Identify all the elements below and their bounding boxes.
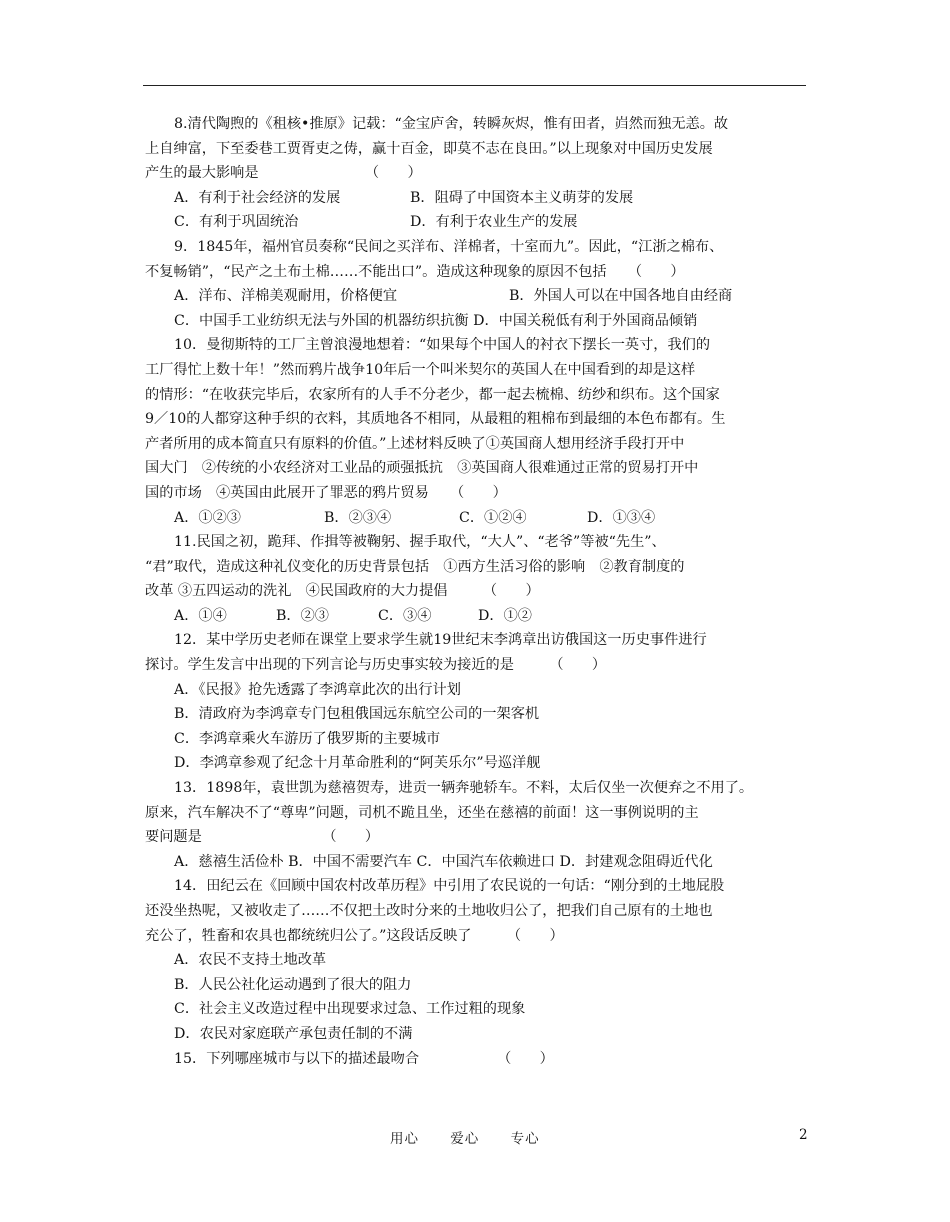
q10-line-5: 产者所用的成本简直只有原料的价值。”上述材料反映了①英国商人想用经济手段打开中 [145, 435, 685, 452]
q10-option-a: A．①②③ [174, 509, 241, 526]
q10-option-d: D．①③④ [587, 509, 656, 526]
q14-line-2: 还没坐热呢，又被收走了……不仅把土改时分来的土地收归公了，把我们自己原有的土地也 [145, 903, 713, 919]
q11-option-d: D．①② [478, 607, 532, 624]
q14-option-c: C．社会主义改造过程中出现要求过急、工作过粗的现象 [174, 1001, 526, 1018]
q14-option-d: D．农民对家庭联产承包责任制的不满 [174, 1025, 413, 1042]
q10-line-2: 工厂得忙上数十年！”然而鸦片战争10年后一个叫米契尔的英国人在中国看到的却是这样 [145, 361, 696, 378]
q12-option-a: A．《民报》抢先透露了李鸿章此次的出行计划 [174, 681, 461, 698]
q8-line-3: 产生的最大影响是 （ ） [145, 165, 422, 182]
q14-line-1: 14．田纪云在《回顾中国农村改革历程》中引用了农民说的一句话：“刚分到的土地屁股 [174, 878, 725, 895]
q10-line-7: 国的市场 ④英国由此展开了罪恶的鸦片贸易 （ ） [145, 484, 507, 501]
q8-option-b: B．阻碍了中国资本主义萌芽的发展 [410, 189, 634, 206]
q14-line-3: 充公了，牲畜和农具也都统统归公了。”这段话反映了 （ ） [145, 927, 564, 944]
q8-option-a: A．有利于社会经济的发展 [174, 189, 341, 206]
q13-options: A．慈禧生活俭朴 B．中国不需要汽车 C．中国汽车依赖进口 D．封建观念阻碍近代化 [174, 853, 713, 870]
q11-line-1: 11.民国之初，跪拜、作揖等被鞠躬、握手取代，“大人”、“老爷”等被“先生”、 [174, 534, 666, 551]
q9-options-cd: C．中国手工业纺织无法与外国的机器纺织抗衡 D．中国关税低有利于外国商品倾销 [174, 312, 698, 329]
q10-line-4: 9／10的人都穿这种手织的衣料，其质地各不相同，从最粗的粗棉布到最细的本色布都有。生 [145, 411, 726, 428]
q8-option-d: D．有利于农业生产的发展 [410, 214, 578, 231]
q8-line-1: 8.清代陶煦的《租核•推原》记载：“金宝庐舍，转瞬灰烬，惟有田者，岿然而独无恙。故 [174, 116, 729, 132]
q9-line-2: 不复畅销”，“民产之土布土棉……不能出口”。造成这种现象的原因不包括 （ ） [145, 263, 685, 280]
q15-line-1: 15．下列哪座城市与以下的描述最吻合 （ ） [174, 1050, 554, 1067]
q10-line-1: 10．曼彻斯特的工厂主曾浪漫地想着：“如果每个中国人的衬衣下摆长一英寸，我们的 [174, 337, 711, 354]
q8-line-2: 上自绅富，下至委巷工贾胥吏之俦，赢十百金，即莫不志在良田。”以上现象对中国历史发展 [145, 140, 713, 157]
q14-option-b: B．人民公社化运动遇到了很大的阻力 [174, 976, 412, 993]
q13-line-2: 原来，汽车解决不了“尊卑”问题，司机不跪且坐，还坐在慈禧的前面！这一事例说明的主 [145, 804, 699, 821]
q10-options [145, 506, 810, 531]
q12-line-2: 探讨。学生发言中出现的下列言论与历史事实较为接近的是 （ ） [145, 657, 607, 674]
q8-options-ab [145, 186, 810, 211]
footer-word-2: 爱心 [450, 1131, 480, 1147]
q8-options-cd [145, 210, 810, 235]
q10-line-3: 的情形：“在收获完毕后，农家所有的人手不分老少，都一起去梳棉、纺纱和织布。这个国家 [145, 386, 720, 403]
q12-option-d: D．李鸿章参观了纪念十月革命胜利的“阿芙乐尔”号巡洋舰 [174, 755, 541, 772]
q10-option-c: C．①②④ [459, 509, 527, 526]
q10-option-b: B．②③④ [324, 509, 392, 526]
q12-option-b: B．清政府为李鸿章专门包租俄国远东航空公司的一架客机 [174, 706, 540, 723]
q11-options [145, 604, 810, 629]
q12-line-1: 12．某中学历史老师在课堂上要求学生就19世纪末李鸿章出访俄国这一历史事件进行 [174, 632, 707, 649]
page-number: 2 [799, 1127, 808, 1143]
footer-word-3: 专心 [510, 1131, 540, 1147]
q9-options-ab [145, 284, 810, 309]
q9-line-1: 9．1845年，福州官员奏称“民间之买洋布、洋棉者，十室而九”。因此，“江浙之棉布、 [174, 238, 724, 255]
q9-option-b: B．外国人可以在中国各地自由经商 [509, 288, 733, 305]
footer-motto [390, 1127, 566, 1147]
q11-option-a: A．①④ [174, 607, 227, 624]
q11-line-3: 改革 ③五四运动的洗礼 ④民国政府的大力提倡 （ ） [145, 583, 540, 600]
q11-option-b: B．②③ [276, 607, 329, 624]
document-body [145, 112, 810, 1071]
q13-line-3: 要问题是 （ ） [145, 829, 380, 846]
q10-line-6: 国大门 ②传统的小农经济对工业品的顽强抵抗 ③英国商人很难通过正常的贸易打开中 [145, 460, 699, 477]
q14-option-a: A．农民不支持土地改革 [174, 952, 327, 969]
q8-option-c: C．有利于巩固统治 [174, 214, 299, 231]
q9-option-a: A．洋布、洋棉美观耐用，价格便宜 [174, 288, 398, 305]
q11-option-c: C．③④ [378, 607, 432, 624]
q11-line-2: “君”取代，造成这种礼仪变化的历史背景包括 ①西方生活习俗的影响 ②教育制度的 [145, 558, 685, 575]
q12-option-c: C．李鸿章乘火车游历了俄罗斯的主要城市 [174, 730, 441, 747]
header-rule [143, 85, 806, 86]
q13-line-1: 13．1898年，袁世凯为慈禧贺寿，进贡一辆奔驰轿车。不料，太后仅坐一次便弃之不用了。 [174, 780, 754, 797]
footer-word-1: 用心 [390, 1131, 419, 1147]
